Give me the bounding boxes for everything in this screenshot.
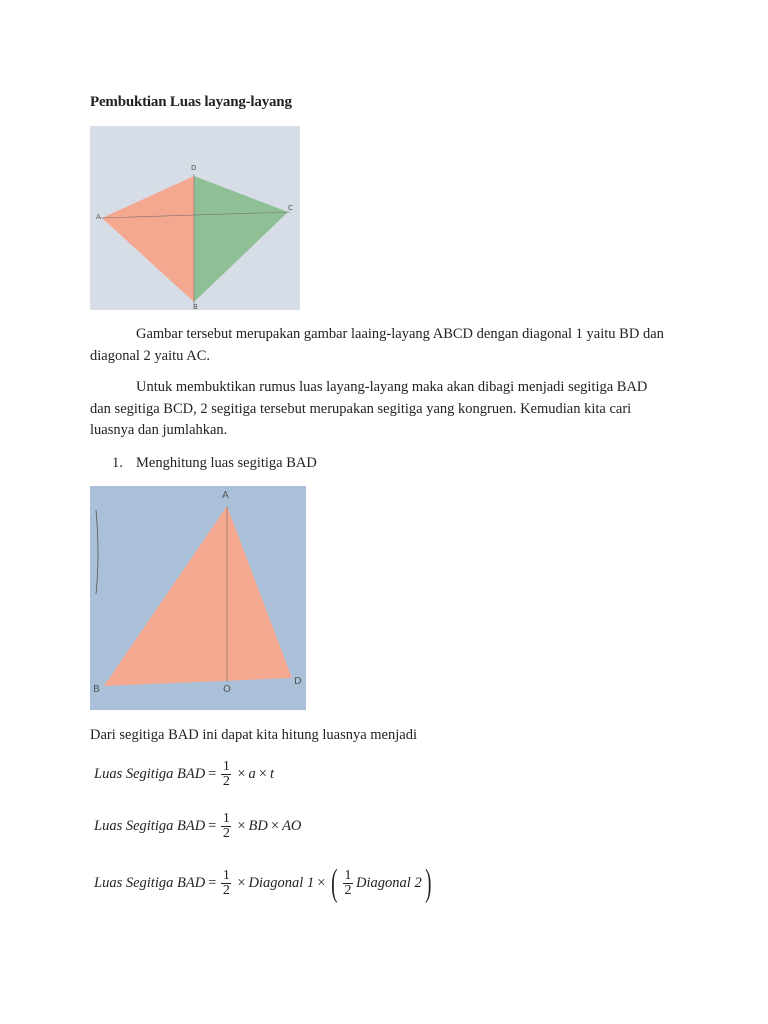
formula-1 xyxy=(94,760,274,789)
kite-left-half xyxy=(102,176,194,302)
times-sign: × xyxy=(317,874,326,891)
times-sign: × xyxy=(237,766,246,782)
svg-text:A: A xyxy=(96,213,101,221)
fraction-numerator: 1 xyxy=(222,811,230,826)
fraction-half xyxy=(221,760,231,789)
formula-term-t: t xyxy=(269,766,275,782)
fraction-numerator: 1 xyxy=(222,867,230,883)
list-item-text: Menghitung luas segitiga BAD xyxy=(136,455,317,471)
paragraph-3: Dari segitiga BAD ini dapat kita hitung luasnya menjadi xyxy=(90,727,417,743)
triangle-figure xyxy=(90,486,306,710)
times-sign: × xyxy=(270,818,280,834)
paragraph-1-text: Gambar tersebut merupakan gambar laaing-layang ABCD dengan diagonal 1 yaitu BD dan diagonal 2 yaitu AC. xyxy=(90,326,664,364)
formula-term-diagonal-1: Diagonal 1 xyxy=(248,874,315,891)
right-paren: ) xyxy=(424,862,432,904)
fraction-half xyxy=(221,869,231,898)
svg-text:D: D xyxy=(294,676,302,687)
paragraph-2-text: Untuk membuktikan rumus luas layang-layang maka akan dibagi menjadi segitiga BAD dan segitiga BCD, 2 segitiga tersebut merupakan segitiga yang kongruen. Kemudian kita cari luasnya dan jumlahkan. xyxy=(90,379,648,438)
formula-term-diagonal-2: Diagonal 2 xyxy=(356,874,422,891)
svg-text:O: O xyxy=(223,684,231,695)
paragraph-1 xyxy=(90,324,670,367)
formula-3 xyxy=(94,864,434,902)
fraction-denominator: 2 xyxy=(344,882,352,898)
formula-term-a: a xyxy=(248,766,256,782)
left-paren: ( xyxy=(331,862,338,904)
fraction-denominator: 2 xyxy=(222,826,230,841)
page-title: Pembuktian Luas layang-layang xyxy=(90,94,292,110)
kite-photo-icon xyxy=(90,126,300,310)
svg-text:C: C xyxy=(288,204,293,212)
times-sign: × xyxy=(237,874,246,891)
svg-text:D: D xyxy=(191,164,197,172)
fraction-numerator: 1 xyxy=(222,759,230,774)
list-item xyxy=(112,453,317,474)
kite-figure xyxy=(90,126,300,310)
equals-sign: = xyxy=(208,818,217,834)
svg-text:B: B xyxy=(193,303,198,310)
formula-term-bd: BD xyxy=(248,818,268,834)
times-sign: × xyxy=(258,766,267,782)
svg-text:A: A xyxy=(222,490,229,501)
formula-lhs: Luas Segitiga BAD xyxy=(94,818,206,834)
formula-2 xyxy=(94,812,301,841)
formula-term-ao: AO xyxy=(282,818,302,834)
fraction-denominator: 2 xyxy=(222,774,230,789)
formula-lhs: Luas Segitiga BAD xyxy=(94,766,206,782)
svg-text:B: B xyxy=(93,684,100,695)
times-sign: × xyxy=(237,818,246,834)
fraction-half xyxy=(343,869,353,898)
formula-lhs: Luas Segitiga BAD xyxy=(94,874,206,891)
equals-sign: = xyxy=(208,766,217,782)
equals-sign: = xyxy=(208,874,217,891)
list-number: 1. xyxy=(112,455,123,471)
fraction-numerator: 1 xyxy=(344,867,352,883)
fraction-half xyxy=(221,812,231,841)
paragraph-2 xyxy=(90,377,670,442)
kite-right-half xyxy=(194,176,288,302)
fraction-denominator: 2 xyxy=(222,882,230,898)
triangle-photo-icon xyxy=(90,486,306,710)
